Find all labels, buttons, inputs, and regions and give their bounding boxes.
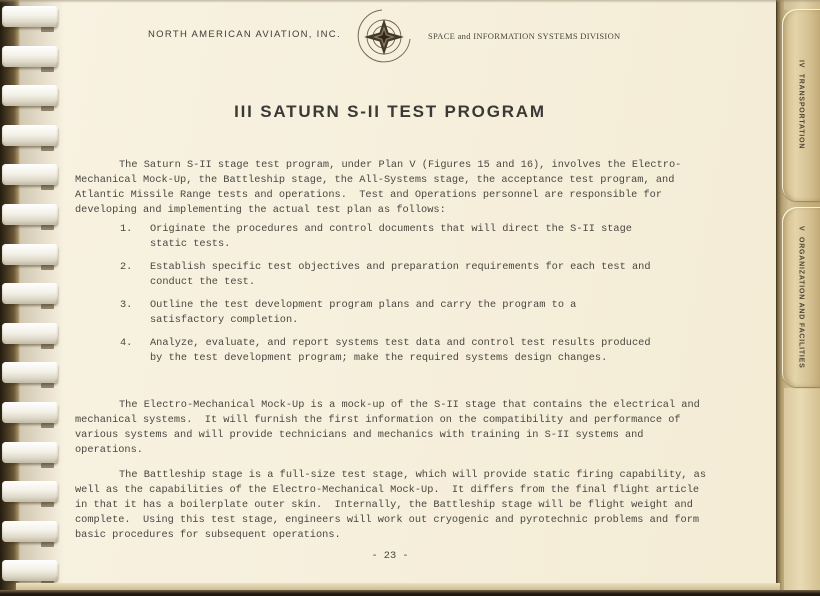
binding-ring — [2, 204, 58, 225]
binding-ring — [2, 560, 58, 581]
tab-rail-lower-edge — [784, 388, 820, 590]
binding-ring — [2, 164, 58, 185]
mockup-paragraph: The Electro-Mechanical Mock-Up is a mock-up of the S-II stage that contains the electrical and mechanical systems. It will furnish the first information on the compatibility and performance of various systems and will provide technicians and mechanics with training in S-II systems and operations. — [75, 399, 707, 457]
binding-ring — [2, 521, 58, 542]
company-name: NORTH AMERICAN AVIATION, INC. — [148, 29, 341, 40]
page-number: - 23 - — [371, 550, 409, 562]
list-item — [120, 222, 660, 252]
binding-ring — [2, 85, 58, 106]
list-item — [120, 336, 660, 366]
naa-orbit-compass-logo-icon — [352, 7, 416, 72]
battleship-paragraph: The Battleship stage is a full-size test stage, which will provide static firing capability, as well as the capabilities of the Electro-Mechanical Mock-Up. It differs from the final flight article in that it has a boilerplate outer skin. Internally, the Battleship stage will be flight weight and complete. Using this test stage, engineers will work out cryogenic and pyrotechnic problems and form basic procedures for subsequent operations. — [75, 469, 713, 542]
binding-ring — [2, 481, 58, 502]
scan-bottom-edge — [0, 590, 820, 596]
intro-paragraph: The Saturn S-II stage test program, under Plan V (Figures 15 and 16), involves the Electro-Mechanical Mock-Up, the Battleship stage, the All-Systems stage, the acceptance test program, and Atlantic Missile Range tests and operations. Test and Operations personnel are responsible for developing and implementing the actual test plan as follows: — [75, 159, 682, 217]
scan-top-edge — [0, 0, 820, 3]
binding-ring — [2, 125, 58, 146]
list-item-number: 2. — [120, 261, 133, 273]
list-item — [120, 260, 660, 290]
division-name: SPACE and INFORMATION SYSTEMS DIVISION — [428, 31, 621, 41]
numbered-list — [120, 222, 660, 366]
tab-organization-label: V ORGANIZATION AND FACILITIES — [797, 225, 805, 369]
binding-ring — [2, 442, 58, 463]
list-item-text: Outline the test development program plans and carry the program to a satisfactory completion. — [150, 299, 583, 326]
binding-ring — [2, 283, 58, 304]
binding-ring — [2, 402, 58, 423]
tab-transportation — [782, 9, 820, 201]
binding-ring — [2, 362, 58, 383]
binding-ring — [2, 6, 58, 27]
list-item — [120, 298, 660, 328]
list-item-number: 3. — [120, 299, 133, 311]
tab-organization-and-facilities — [782, 207, 820, 387]
binding-ring — [2, 323, 58, 344]
list-item-text: Establish specific test objectives and preparation requirements for each test and conduct the test. — [150, 261, 657, 288]
comb-binding — [0, 0, 64, 596]
page-title: III SATURN S-II TEST PROGRAM — [234, 102, 546, 121]
list-item-text: Analyze, evaluate, and report systems test data and control test results produced by the test development program; make the required systems design changes. — [150, 337, 657, 364]
list-item-number: 1. — [120, 223, 133, 235]
tab-transportation-label: IV TRANSPORTATION — [797, 60, 805, 150]
binding-ring — [2, 46, 58, 67]
binding-ring — [2, 244, 58, 265]
list-item-text: Originate the procedures and control documents that will direct the S-II stage static tests. — [150, 223, 639, 250]
list-item-number: 4. — [120, 337, 133, 349]
